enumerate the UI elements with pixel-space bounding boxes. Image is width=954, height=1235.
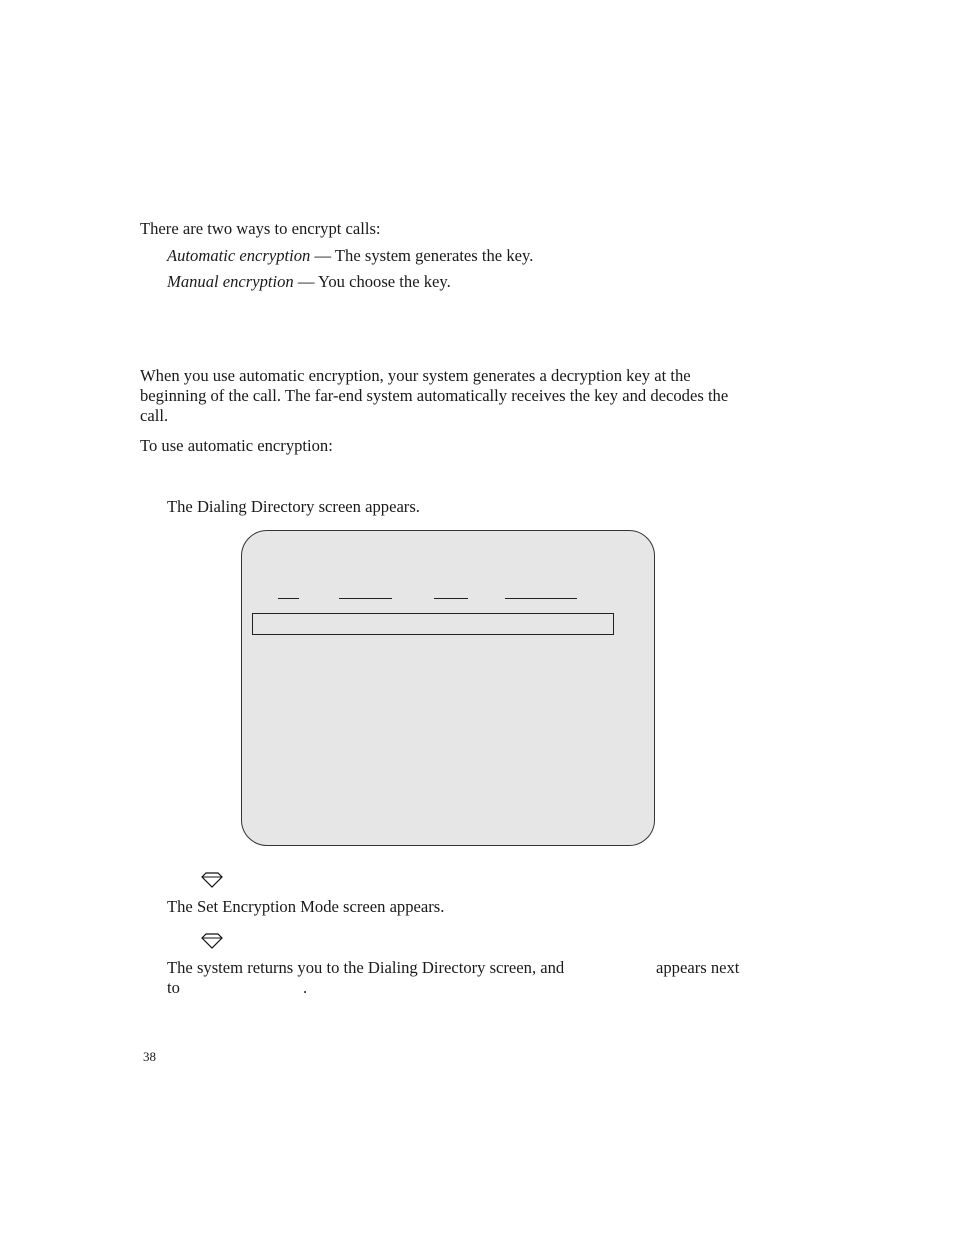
column-header-line-3	[434, 598, 468, 599]
select-key-icon	[201, 872, 223, 888]
step3-result-line2b: .	[303, 978, 308, 997]
desc-automatic: — The system generates the key.	[310, 246, 534, 265]
column-header-line-2	[339, 598, 392, 599]
auto-paragraph: When you use automatic encryption, your system generates a decryption key at the beginning of the call. The far-end system automatically receives the key and decodes the call.	[140, 366, 729, 425]
page-number: 38	[143, 1049, 156, 1064]
list-item-manual	[167, 272, 451, 292]
highlighted-directory-row	[252, 613, 614, 635]
desc-manual: — You choose the key.	[293, 272, 451, 291]
step1-result: The Dialing Directory screen appears.	[167, 497, 420, 516]
term-manual: Manual encryption	[167, 272, 294, 291]
step3-result-line1a: The system returns you to the Dialing Directory screen, and	[167, 958, 565, 977]
to-use-text: To use automatic encryption:	[140, 436, 333, 455]
list-item-automatic	[167, 246, 533, 266]
step2-result: The Set Encryption Mode screen appears.	[167, 897, 445, 916]
step3-result-line2a: to	[167, 978, 180, 997]
column-header-line-4	[505, 598, 577, 599]
select-key-icon	[201, 933, 223, 949]
term-automatic: Automatic encryption	[167, 246, 311, 265]
column-header-line-1	[278, 598, 299, 599]
intro-text: There are two ways to encrypt calls:	[140, 219, 381, 238]
dialing-directory-screen	[241, 530, 655, 846]
step3-result-line1b: appears next	[656, 958, 740, 977]
